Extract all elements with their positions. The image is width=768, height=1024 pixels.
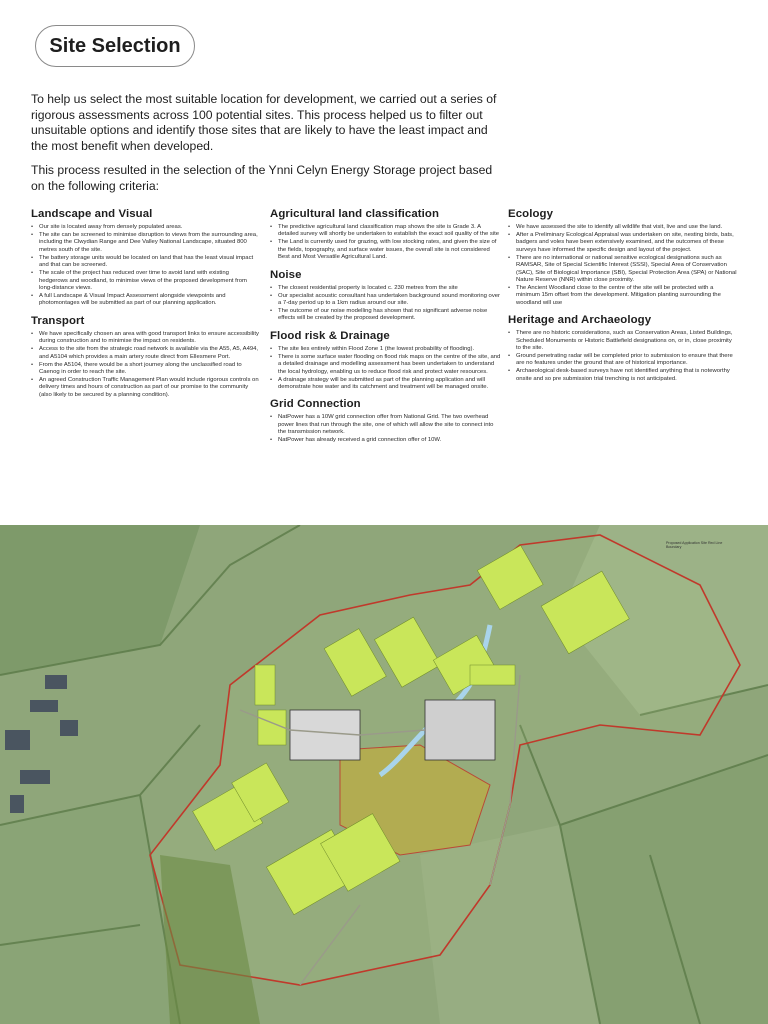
list-item: • The outcome of our noise modelling has shown that no significant adverse noise effects will be created by the proposed development. [270, 308, 502, 323]
list-item: • There is some surface water flooding on flood risk maps on the centre of the site, and a detailed drainage and modelling assessment has been undertaken to understand the local hydrology, enabling us to reduce flood risk and protect water resources. [270, 354, 502, 376]
site-aerial-map [0, 525, 768, 1024]
agricultural-list [270, 224, 502, 262]
ecology-heading: Ecology [508, 208, 554, 220]
list-item: • A drainage strategy will be submitted as part of the planning application and will demonstrate how water and its catchment and treatment will be managed onsite. [270, 377, 502, 392]
list-item: • Our specialist acoustic consultant has undertaken background sound monitoring over a 7-day period up to a 1km radius around our site. [270, 293, 502, 308]
substation [290, 710, 360, 760]
list-item: • The site can be screened to minimise disruption to views from the surrounding area, including the Clwydian Range and Dee Valley National Landscape, situated 800 metres south of the site. [31, 232, 259, 254]
list-item: • A full Landscape & Visual Impact Assessment alongside viewpoints and photomontages will be submitted as part of our planning application. [31, 293, 259, 308]
list-item: • We have specifically chosen an area with good transport links to ensure accessibility during construction and to minimise the impact on residents. [31, 331, 259, 346]
list-item: • There are no international or national sensitive ecological designations such as RAMSAR, Site of Special Scientific Interest (SSSI), Special Area of Conservation (SAC), Site of Biological Importance (SBI), Special Protection Area (SPA) or National Nature Reserve (NNR) within close proximity. [508, 255, 738, 285]
grid-heading: Grid Connection [270, 398, 361, 411]
list-item: • The scale of the project has reduced over time to avoid land with existing hedgerows and woodland, to minimise views of the proposed development from long-distance views. [31, 270, 259, 292]
heritage-heading: Heritage and Archaeology [508, 314, 652, 327]
list-item: • The predictive agricultural land classification map shows the site is Grade 3. A detailed survey will shortly be undertaken to establish the exact soil quality of the site [270, 224, 502, 239]
map-legend-note: Proposed Application Site Red Line Boundary [666, 541, 723, 550]
criteria-column-3 [508, 207, 738, 389]
noise-list [270, 285, 502, 323]
list-item: • The Ancient Woodland close to the centre of the site will be protected with a minimum 15m offset from the development. Mitigation planting surrounding the woodland will use [508, 285, 738, 307]
list-item: • The closest residential property is located c. 230 metres from the site [270, 285, 502, 292]
landscape-list [31, 224, 259, 308]
list-item: • The battery storage units would be located on land that has the least visual impact and that can be screened. [31, 255, 259, 270]
list-item: • From the A5104, there would be a short journey along the unclassified road to Caenog in order to reach the site. [31, 362, 259, 377]
list-item: • The Land is currently used for grazing, with low stocking rates, and given the size of the fields, topography, and surface water issues, the overall site is not considered Best and Most Versatile Agricultural Land. [270, 239, 502, 261]
list-item: • After a Preliminary Ecological Appraisal was undertaken on site, nesting birds, bats, badgers and voles have been extensively examined, and the outcomes of these surveys have informed the specific design and layout of the project. [508, 232, 738, 254]
intro-paragraph-1: To help us select the most suitable location for development, we carried out a series of rigorous assessments across 100 potential sites. This process helped us to filter out unsuitable options and identify those sites that are likely to have the least impact and the most benefit when developed. [31, 92, 497, 153]
grid-compound [425, 700, 495, 760]
transport-list [31, 331, 259, 399]
list-item: • The site lies entirely within Flood Zone 1 (the lowest probability of flooding). [270, 346, 502, 353]
transport-heading: Transport [31, 314, 85, 327]
list-item: • NatPower has already received a grid connection offer of 10W. [270, 437, 502, 444]
ecology-list [508, 224, 738, 307]
grid-list [270, 414, 502, 444]
list-item: • There are no historic considerations, such as Conservation Areas, Listed Buildings, Scheduled Monuments or Historic Battlefield designations on, or in, close proximity to the site. [508, 330, 738, 352]
heritage-list [508, 330, 738, 383]
list-item: • Ground penetrating radar will be completed prior to submission to ensure that there are no features under the ground that are of historical importance. [508, 353, 738, 368]
list-item: • NatPower has a 10W grid connection offer from National Grid. The two overhead power lines that run through the site, one of which will allow the site to connect into the transmission network. [270, 414, 502, 436]
flood-list [270, 346, 502, 392]
list-item: • An agreed Construction Traffic Management Plan would include rigorous controls on delivery times and hours of construction as part of our promise to the community (also likely to be secured by a planning condition). [31, 377, 259, 399]
site-map-illustration [0, 525, 768, 1024]
flood-heading: Flood risk & Drainage [270, 329, 390, 342]
list-item: • Our site is located away from densely populated areas. [31, 224, 259, 231]
page-title: Site Selection [35, 25, 195, 67]
list-item: • Archaeological desk-based surveys have not identified anything that is noteworthy onsite and so pre submission trial trenching is not anticipated. [508, 368, 738, 383]
criteria-column-1 [31, 207, 259, 405]
landscape-heading: Landscape and Visual [31, 208, 153, 220]
noise-heading: Noise [270, 268, 302, 281]
agricultural-heading: Agricultural land classification [270, 208, 440, 220]
intro-paragraph-2: This process resulted in the selection of the Ynni Celyn Energy Storage project based on the following criteria: [31, 163, 493, 193]
list-item: • Access to the site from the strategic road network is available via the A55, A5, A494, and A5104 which provides a main artery route direct from Ellesmere Port. [31, 346, 259, 361]
criteria-column-2 [270, 207, 502, 451]
list-item: • We have assessed the site to identify all wildlife that visit, live and use the land. [508, 224, 738, 231]
